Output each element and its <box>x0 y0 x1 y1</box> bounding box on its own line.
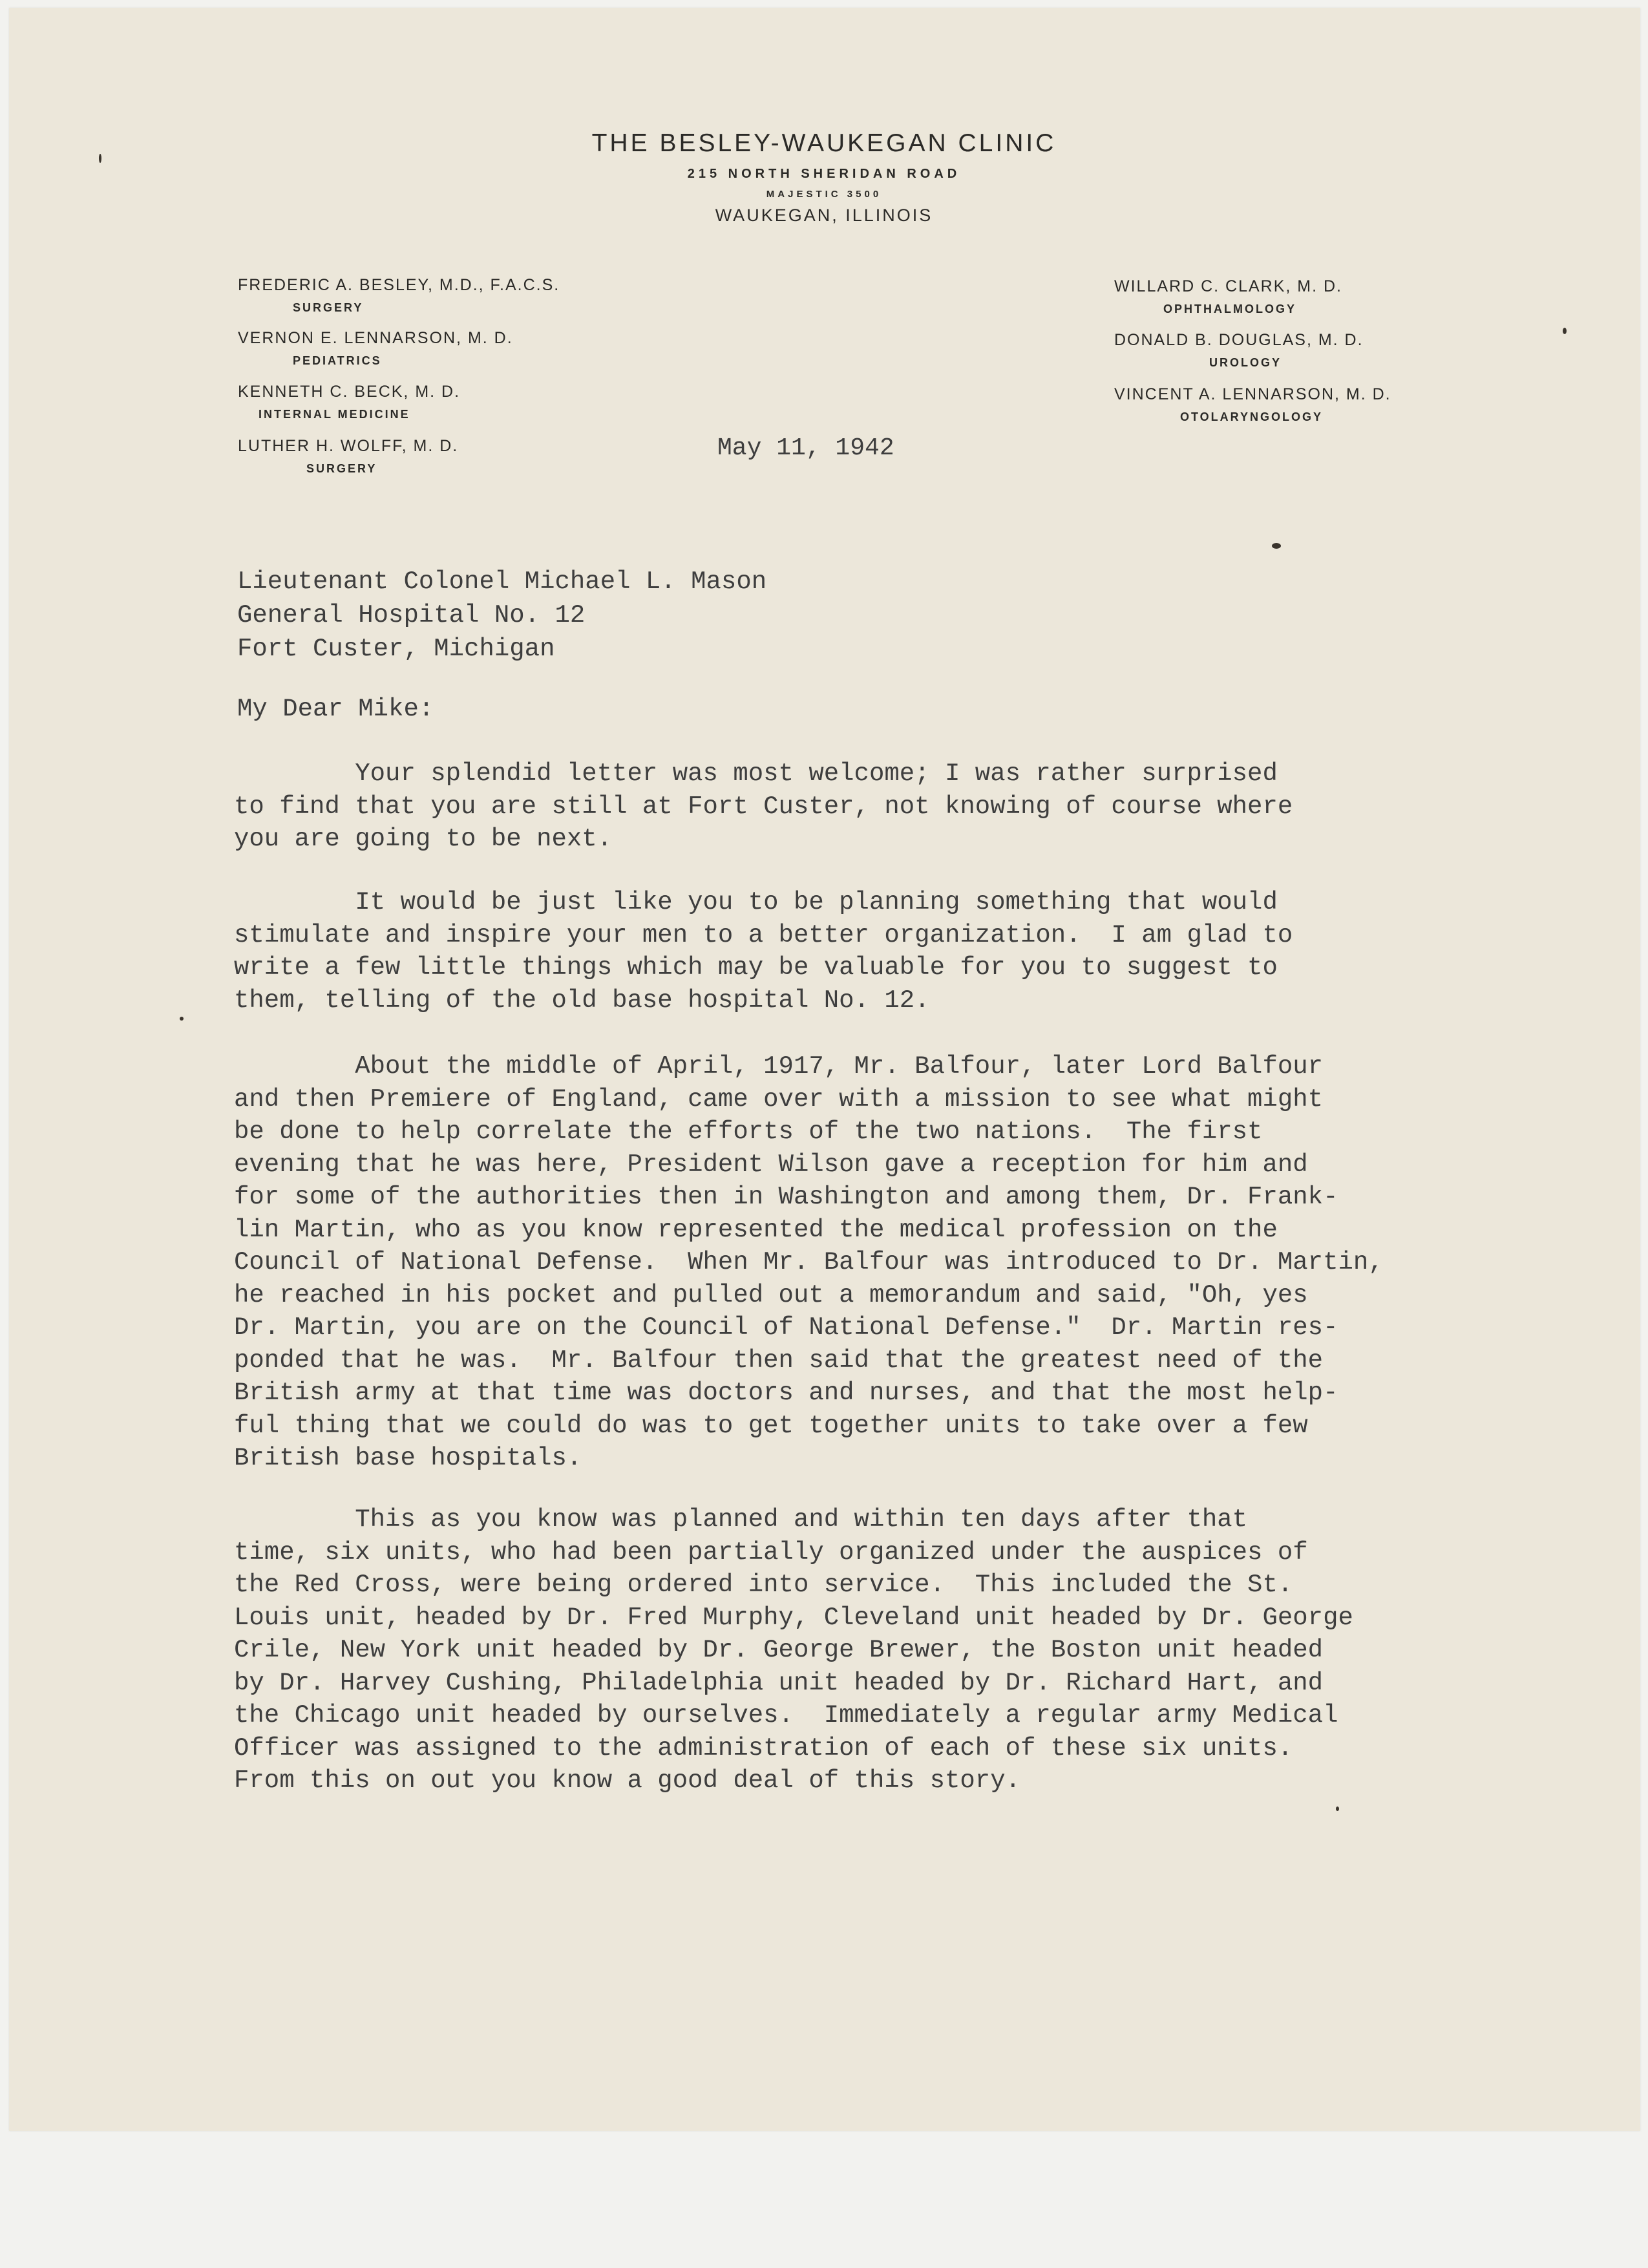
recipient-address <box>237 565 766 666</box>
doctor-specialty-left-2: PEDIATRICS <box>293 354 382 367</box>
clinic-street-address: 215 NORTH SHERIDAN ROAD <box>687 167 961 181</box>
paper-speck <box>1563 328 1567 334</box>
paper-speck <box>99 154 101 163</box>
paragraph-line: you are going to be next. <box>234 825 613 853</box>
paragraph-line: the Chicago unit headed by ourselves. Immediately a regular army Medical <box>234 1701 1338 1730</box>
paper-speck <box>180 1017 184 1021</box>
clinic-city: WAUKEGAN, ILLINOIS <box>715 206 933 225</box>
paragraph-line: From this on out you know a good deal of this story. <box>234 1766 1020 1795</box>
paragraph-line: Crile, New York unit headed by Dr. George Brewer, the Boston unit headed <box>234 1636 1324 1664</box>
paragraph-line: ponded that he was. Mr. Balfour then said that the greatest need of the <box>234 1346 1324 1375</box>
paragraph-line: for some of the authorities then in Washington and among them, Dr. Frank- <box>234 1183 1338 1211</box>
doctor-name-left-2: VERNON E. LENNARSON, M. D. <box>238 329 513 347</box>
paragraph-line: ful thing that we could do was to get together units to take over a few <box>234 1411 1308 1440</box>
paragraph-4 <box>234 1503 1353 1797</box>
paragraph-line: time, six units, who had been partially organized under the auspices of <box>234 1538 1308 1567</box>
paragraph-line: evening that he was here, President Wilson gave a reception for him and <box>234 1150 1308 1179</box>
doctor-specialty-right-3: OTOLARYNGOLOGY <box>1180 410 1324 423</box>
paragraph-line: Officer was assigned to the administration of each of these six units. <box>234 1733 1293 1763</box>
paragraph-line: It would be just like you to be planning something that would <box>234 888 1278 917</box>
paragraph-line: British army at that time was doctors and nurses, and that the most help- <box>234 1379 1338 1407</box>
paragraph-line: British base hospitals. <box>234 1444 582 1472</box>
doctor-specialty-right-1: OPHTHALMOLOGY <box>1163 302 1296 315</box>
paragraph-line: he reached in his pocket and pulled out a memorandum and said, "Oh, yes <box>234 1280 1308 1309</box>
paragraph-3 <box>234 1050 1384 1475</box>
letter-date: May 11, 1942 <box>717 434 894 462</box>
paragraph-1 <box>234 758 1293 856</box>
paragraph-line: by Dr. Harvey Cushing, Philadelphia unit headed by Dr. Richard Hart, and <box>234 1668 1324 1697</box>
doctor-name-left-1: FREDERIC A. BESLEY, M.D., F.A.C.S. <box>238 276 560 294</box>
clinic-phone: MAJESTIC 3500 <box>766 189 882 200</box>
doctor-name-left-4: LUTHER H. WOLFF, M. D. <box>238 437 459 455</box>
doctor-name-right-1: WILLARD C. CLARK, M. D. <box>1114 277 1342 295</box>
paragraph-line: Dr. Martin, you are on the Council of National Defense." Dr. Martin res- <box>234 1313 1338 1342</box>
recipient-line: Fort Custer, Michigan <box>237 635 555 663</box>
paper-speck <box>1336 1807 1339 1811</box>
paragraph-2 <box>234 886 1293 1017</box>
paragraph-line: Council of National Defense. When Mr. Balfour was introduced to Dr. Martin, <box>234 1248 1384 1277</box>
doctor-specialty-left-1: SURGERY <box>293 301 364 314</box>
paragraph-line: be done to help correlate the efforts of the two nations. The first <box>234 1118 1263 1146</box>
clinic-name: THE BESLEY-WAUKEGAN CLINIC <box>591 129 1057 157</box>
paragraph-line: them, telling of the old base hospital No. 12. <box>234 986 930 1015</box>
paragraph-line: and then Premiere of England, came over with a mission to see what might <box>234 1085 1324 1114</box>
doctor-specialty-right-2: UROLOGY <box>1209 356 1282 369</box>
doctor-name-right-2: DONALD B. DOUGLAS, M. D. <box>1114 331 1364 349</box>
doctor-specialty-left-3: INTERNAL MEDICINE <box>259 408 410 421</box>
recipient-line: General Hospital No. 12 <box>237 601 586 630</box>
paragraph-line: write a few little things which may be valuable for you to suggest to <box>234 953 1278 982</box>
paragraph-line: lin Martin, who as you know represented the medical profession on the <box>234 1215 1278 1244</box>
paragraph-line: About the middle of April, 1917, Mr. Balfour, later Lord Balfour <box>234 1052 1324 1081</box>
recipient-line: Lieutenant Colonel Michael L. Mason <box>237 567 767 596</box>
paragraph-line: stimulate and inspire your men to a better organization. I am glad to <box>234 920 1293 949</box>
salutation: My Dear Mike: <box>237 695 434 723</box>
doctor-name-right-3: VINCENT A. LENNARSON, M. D. <box>1114 385 1391 403</box>
doctor-specialty-left-4: SURGERY <box>306 462 377 475</box>
doctor-name-left-3: KENNETH C. BECK, M. D. <box>238 383 461 401</box>
paper-speck <box>1272 543 1281 549</box>
paragraph-line: Your splendid letter was most welcome; I was rather surprised <box>234 759 1278 788</box>
paragraph-line: to find that you are still at Fort Custer, not knowing of course where <box>234 792 1293 821</box>
paragraph-line: Louis unit, headed by Dr. Fred Murphy, Cleveland unit headed by Dr. George <box>234 1603 1353 1632</box>
paragraph-line: This as you know was planned and within ten days after that <box>234 1505 1248 1534</box>
paragraph-line: the Red Cross, were being ordered into service. This included the St. <box>234 1571 1293 1599</box>
